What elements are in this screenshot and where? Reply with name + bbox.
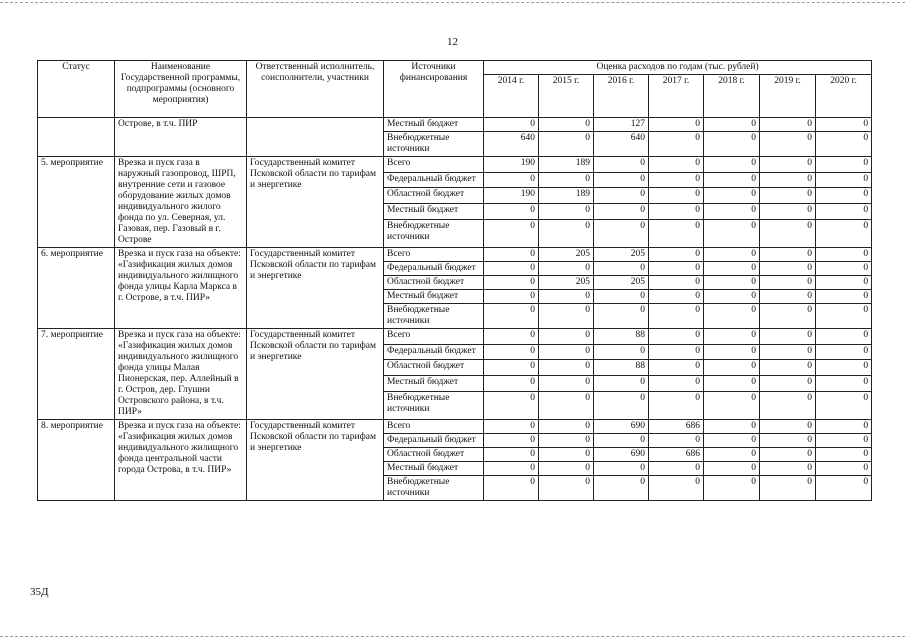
table-row [38, 118, 872, 132]
value-cell: 0 [760, 448, 816, 462]
value-cell: 0 [816, 262, 872, 276]
source-cell: Областной бюджет [384, 188, 484, 204]
status-cell: 8. мероприятие [38, 420, 115, 501]
value-cell: 640 [594, 132, 649, 157]
value-cell: 0 [594, 344, 649, 360]
value-cell: 205 [539, 276, 594, 290]
header-program-name: Наименование Государственной программы, подпрограммы (основного мероприятия) [115, 61, 247, 118]
table-row [38, 329, 872, 345]
value-cell: 0 [649, 132, 704, 157]
source-cell: Областной бюджет [384, 448, 484, 462]
value-cell: 0 [704, 262, 760, 276]
table-body [38, 118, 872, 501]
value-cell: 0 [649, 290, 704, 304]
value-cell: 0 [484, 344, 539, 360]
value-cell: 0 [704, 462, 760, 476]
value-cell: 0 [649, 329, 704, 345]
status-cell: 6. мероприятие [38, 248, 115, 329]
value-cell: 0 [816, 420, 872, 434]
value-cell: 0 [704, 132, 760, 157]
value-cell: 0 [760, 391, 816, 419]
value-cell: 0 [816, 434, 872, 448]
value-cell: 0 [816, 476, 872, 501]
value-cell: 0 [649, 118, 704, 132]
source-cell: Областной бюджет [384, 276, 484, 290]
header-year: 2019 г. [760, 75, 816, 118]
value-cell: 0 [760, 462, 816, 476]
source-cell: Внебюджетные источники [384, 219, 484, 247]
source-cell: Внебюджетные источники [384, 304, 484, 329]
value-cell: 0 [649, 276, 704, 290]
value-cell: 0 [704, 391, 760, 419]
value-cell: 88 [594, 360, 649, 376]
value-cell: 0 [649, 204, 704, 220]
value-cell: 0 [816, 132, 872, 157]
value-cell: 0 [539, 204, 594, 220]
source-cell: Всего [384, 248, 484, 262]
value-cell: 0 [484, 204, 539, 220]
value-cell: 0 [594, 391, 649, 419]
header-responsible: Ответственный исполнитель, соисполнители, участники [247, 61, 384, 118]
value-cell: 0 [760, 360, 816, 376]
value-cell: 0 [484, 434, 539, 448]
program-name-cell: Врезка и пуск газа в наружный газопровод, ШРП, внутренние сети и газовое оборудование жилых домов индивидуального жилого фонда по ул. Северная, ул. Газовая, пер. Газовый в г. Острове [115, 157, 247, 248]
value-cell: 0 [816, 329, 872, 345]
header-estimate: Оценка расходов по годам (тыс. рублей) [484, 61, 872, 75]
program-name-cell: Врезка и пуск газа на объекте: «Газификация жилых домов индивидуального жилищного фонда улицы Карла Маркса в г. Острове, в т.ч. ПИР» [115, 248, 247, 329]
value-cell: 0 [704, 344, 760, 360]
value-cell: 0 [484, 448, 539, 462]
responsible-cell: Государственный комитет Псковской области по тарифам и энергетике [247, 248, 384, 329]
value-cell: 189 [539, 188, 594, 204]
value-cell: 0 [760, 476, 816, 501]
value-cell: 0 [539, 476, 594, 501]
source-cell: Местный бюджет [384, 376, 484, 392]
value-cell: 0 [816, 188, 872, 204]
value-cell: 0 [649, 157, 704, 173]
value-cell: 0 [704, 204, 760, 220]
value-cell: 0 [539, 448, 594, 462]
value-cell: 0 [816, 118, 872, 132]
value-cell: 0 [704, 248, 760, 262]
program-name-cell: Врезка и пуск газа на объекте: «Газификация жилых домов индивидуального жилищного фонда центральной части города Острова, в т.ч. ПИР» [115, 420, 247, 501]
value-cell: 0 [760, 344, 816, 360]
value-cell: 0 [760, 172, 816, 188]
value-cell: 0 [816, 276, 872, 290]
value-cell: 0 [484, 248, 539, 262]
value-cell: 0 [760, 219, 816, 247]
header-sources: Источники финансирования [384, 61, 484, 118]
value-cell: 0 [539, 360, 594, 376]
program-name-cell: Врезка и пуск газа на объекте: «Газификация жилых домов индивидуального жилищного фонда улицы Малая Пионерская, пер. Аллейный в г. Остров, дер. Глушни Островского района, в т.ч. ПИР» [115, 329, 247, 420]
value-cell: 0 [539, 434, 594, 448]
value-cell: 0 [760, 276, 816, 290]
value-cell: 0 [816, 219, 872, 247]
value-cell: 0 [760, 118, 816, 132]
value-cell: 0 [649, 376, 704, 392]
value-cell: 0 [484, 304, 539, 329]
value-cell: 0 [594, 172, 649, 188]
value-cell: 0 [760, 304, 816, 329]
source-cell: Местный бюджет [384, 204, 484, 220]
source-cell: Федеральный бюджет [384, 172, 484, 188]
status-cell [38, 118, 115, 157]
value-cell: 0 [539, 304, 594, 329]
value-cell: 0 [594, 376, 649, 392]
value-cell: 0 [539, 132, 594, 157]
value-cell: 0 [760, 248, 816, 262]
header-year: 2020 г. [816, 75, 872, 118]
value-cell: 0 [539, 219, 594, 247]
value-cell: 0 [484, 391, 539, 419]
document-code: 35Д [30, 586, 49, 598]
value-cell: 0 [704, 376, 760, 392]
value-cell: 0 [539, 262, 594, 276]
value-cell: 0 [704, 276, 760, 290]
value-cell: 0 [594, 476, 649, 501]
value-cell: 205 [594, 248, 649, 262]
source-cell: Местный бюджет [384, 462, 484, 476]
value-cell: 0 [594, 304, 649, 329]
value-cell: 0 [704, 172, 760, 188]
value-cell: 0 [816, 344, 872, 360]
value-cell: 0 [649, 391, 704, 419]
value-cell: 0 [816, 360, 872, 376]
value-cell: 0 [816, 172, 872, 188]
program-name-cell: Острове, в т.ч. ПИР [115, 118, 247, 157]
value-cell: 0 [649, 304, 704, 329]
value-cell: 0 [649, 476, 704, 501]
responsible-cell: Государственный комитет Псковской области по тарифам и энергетике [247, 329, 384, 420]
source-cell: Внебюджетные источники [384, 476, 484, 501]
value-cell: 0 [760, 188, 816, 204]
value-cell: 0 [816, 448, 872, 462]
value-cell: 0 [484, 118, 539, 132]
value-cell: 0 [704, 434, 760, 448]
value-cell: 0 [760, 204, 816, 220]
value-cell: 0 [816, 304, 872, 329]
value-cell: 0 [816, 204, 872, 220]
value-cell: 0 [484, 290, 539, 304]
table-row [38, 157, 872, 173]
responsible-cell [247, 118, 384, 157]
value-cell: 0 [760, 132, 816, 157]
value-cell: 0 [704, 157, 760, 173]
source-cell: Федеральный бюджет [384, 344, 484, 360]
source-cell: Всего [384, 157, 484, 173]
header-year: 2018 г. [704, 75, 760, 118]
value-cell: 189 [539, 157, 594, 173]
value-cell: 0 [484, 476, 539, 501]
value-cell: 0 [704, 219, 760, 247]
value-cell: 0 [816, 248, 872, 262]
scan-edge-bottom [0, 636, 905, 637]
source-cell: Областной бюджет [384, 360, 484, 376]
table-row [38, 248, 872, 262]
source-cell: Федеральный бюджет [384, 434, 484, 448]
value-cell: 686 [649, 448, 704, 462]
value-cell: 0 [704, 476, 760, 501]
value-cell: 0 [539, 376, 594, 392]
value-cell: 0 [594, 157, 649, 173]
value-cell: 0 [649, 262, 704, 276]
value-cell: 0 [484, 172, 539, 188]
value-cell: 205 [594, 276, 649, 290]
source-cell: Всего [384, 420, 484, 434]
value-cell: 0 [649, 219, 704, 247]
header-status: Статус [38, 61, 115, 118]
value-cell: 0 [594, 462, 649, 476]
value-cell: 0 [704, 290, 760, 304]
budget-table [37, 60, 872, 501]
table-row [38, 420, 872, 434]
value-cell: 686 [649, 420, 704, 434]
value-cell: 0 [649, 248, 704, 262]
value-cell: 0 [704, 420, 760, 434]
value-cell: 0 [816, 462, 872, 476]
value-cell: 0 [649, 434, 704, 448]
value-cell: 0 [649, 172, 704, 188]
value-cell: 0 [760, 262, 816, 276]
value-cell: 0 [704, 118, 760, 132]
value-cell: 0 [484, 262, 539, 276]
value-cell: 0 [539, 391, 594, 419]
value-cell: 690 [594, 448, 649, 462]
value-cell: 0 [539, 344, 594, 360]
value-cell: 0 [539, 462, 594, 476]
value-cell: 0 [484, 420, 539, 434]
value-cell: 0 [594, 204, 649, 220]
value-cell: 0 [760, 420, 816, 434]
value-cell: 0 [484, 360, 539, 376]
status-cell: 7. мероприятие [38, 329, 115, 420]
value-cell: 0 [704, 304, 760, 329]
value-cell: 0 [484, 462, 539, 476]
value-cell: 0 [704, 329, 760, 345]
value-cell: 0 [539, 172, 594, 188]
value-cell: 0 [704, 188, 760, 204]
responsible-cell: Государственный комитет Псковской области по тарифам и энергетике [247, 420, 384, 501]
value-cell: 0 [539, 420, 594, 434]
value-cell: 0 [539, 329, 594, 345]
header-year: 2017 г. [649, 75, 704, 118]
value-cell: 190 [484, 188, 539, 204]
page-number: 12 [447, 36, 458, 48]
value-cell: 0 [760, 434, 816, 448]
value-cell: 0 [594, 290, 649, 304]
value-cell: 205 [539, 248, 594, 262]
source-cell: Местный бюджет [384, 290, 484, 304]
value-cell: 0 [539, 118, 594, 132]
value-cell: 0 [484, 329, 539, 345]
value-cell: 0 [760, 290, 816, 304]
value-cell: 0 [594, 219, 649, 247]
header-year: 2014 г. [484, 75, 539, 118]
value-cell: 690 [594, 420, 649, 434]
value-cell: 0 [484, 376, 539, 392]
value-cell: 0 [649, 360, 704, 376]
value-cell: 0 [594, 188, 649, 204]
header-year: 2016 г. [594, 75, 649, 118]
value-cell: 0 [704, 448, 760, 462]
value-cell: 0 [760, 157, 816, 173]
value-cell: 0 [816, 290, 872, 304]
value-cell: 0 [649, 188, 704, 204]
value-cell: 0 [816, 391, 872, 419]
value-cell: 0 [649, 344, 704, 360]
value-cell: 0 [816, 157, 872, 173]
value-cell: 0 [649, 462, 704, 476]
value-cell: 0 [594, 262, 649, 276]
scan-edge-top [0, 2, 905, 3]
value-cell: 0 [704, 360, 760, 376]
value-cell: 127 [594, 118, 649, 132]
source-cell: Внебюджетные источники [384, 132, 484, 157]
source-cell: Всего [384, 329, 484, 345]
value-cell: 0 [594, 434, 649, 448]
value-cell: 190 [484, 157, 539, 173]
value-cell: 0 [760, 329, 816, 345]
source-cell: Внебюджетные источники [384, 391, 484, 419]
status-cell: 5. мероприятие [38, 157, 115, 248]
source-cell: Местный бюджет [384, 118, 484, 132]
source-cell: Федеральный бюджет [384, 262, 484, 276]
value-cell: 0 [484, 219, 539, 247]
value-cell: 640 [484, 132, 539, 157]
header-year: 2015 г. [539, 75, 594, 118]
value-cell: 0 [760, 376, 816, 392]
responsible-cell: Государственный комитет Псковской области по тарифам и энергетике [247, 157, 384, 248]
value-cell: 0 [816, 376, 872, 392]
value-cell: 0 [539, 290, 594, 304]
value-cell: 88 [594, 329, 649, 345]
header-row [38, 61, 872, 75]
value-cell: 0 [484, 276, 539, 290]
